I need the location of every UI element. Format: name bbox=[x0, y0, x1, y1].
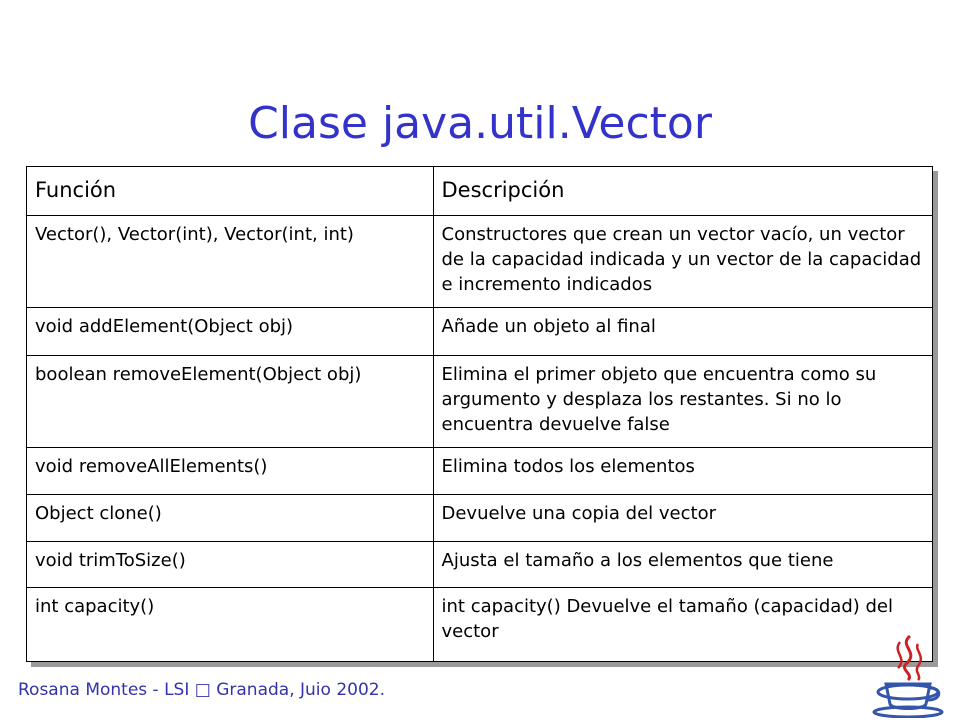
cell-descripcion: Añade un objeto al final bbox=[433, 307, 933, 355]
table-row bbox=[27, 587, 933, 661]
cell-descripcion: Constructores que crean un vector vacío, un vector de la capacidad indicada y un vector de la capacidad e incremento indicados bbox=[433, 215, 933, 307]
methods-table bbox=[26, 166, 933, 662]
table-row bbox=[27, 447, 933, 494]
table-row bbox=[27, 494, 933, 541]
cell-funcion: Object clone() bbox=[27, 494, 433, 541]
table-row bbox=[27, 215, 933, 307]
cell-descripcion: Elimina el primer objeto que encuentra como su argumento y desplaza los restantes. Si no lo encuentra devuelve false bbox=[433, 355, 933, 447]
table-row bbox=[27, 307, 933, 355]
cell-funcion: void trimToSize() bbox=[27, 541, 433, 587]
table-row bbox=[27, 355, 933, 447]
table-header-row bbox=[27, 167, 933, 215]
cell-descripcion: Ajusta el tamaño a los elementos que tiene bbox=[433, 541, 933, 587]
table-row bbox=[27, 541, 933, 587]
cell-descripcion: Elimina todos los elementos bbox=[433, 447, 933, 494]
cell-funcion: Vector(), Vector(int), Vector(int, int) bbox=[27, 215, 433, 307]
cell-funcion: int capacity() bbox=[27, 587, 433, 661]
slide-title: Clase java.util.Vector bbox=[248, 98, 712, 149]
cell-funcion: void removeAllElements() bbox=[27, 447, 433, 494]
header-descripcion: Descripción bbox=[433, 167, 933, 215]
java-coffee-cup-icon bbox=[870, 632, 950, 718]
cell-descripcion: int capacity() Devuelve el tamaño (capacidad) del vector bbox=[433, 587, 933, 661]
slide-footer: Rosana Montes - LSI □ Granada, Juio 2002. bbox=[18, 680, 386, 700]
header-funcion: Función bbox=[27, 167, 433, 215]
cell-descripcion: Devuelve una copia del vector bbox=[433, 494, 933, 541]
cell-funcion: boolean removeElement(Object obj) bbox=[27, 355, 433, 447]
cell-funcion: void addElement(Object obj) bbox=[27, 307, 433, 355]
